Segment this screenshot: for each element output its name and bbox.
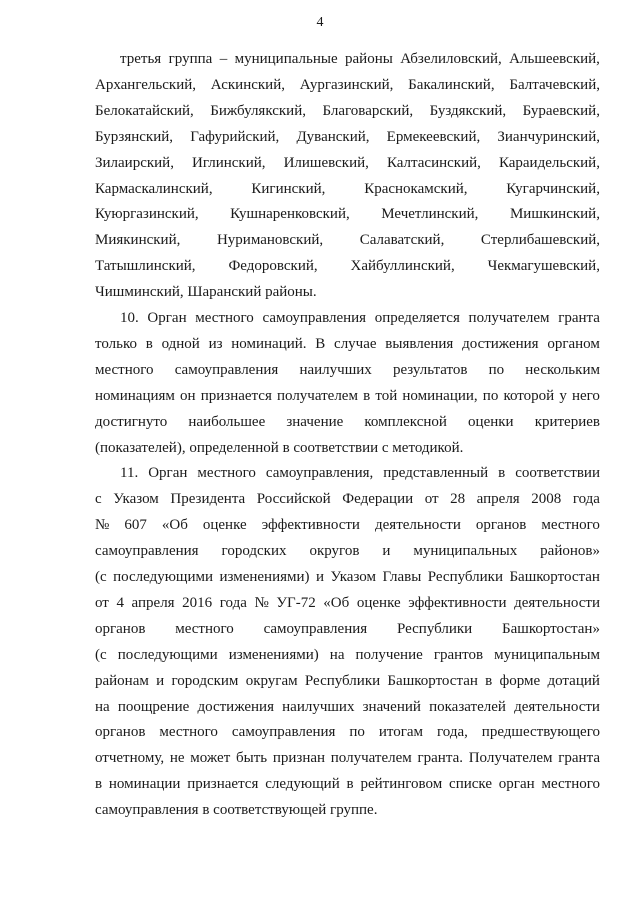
word: в <box>485 672 493 689</box>
word: муниципальным <box>494 646 600 663</box>
word: № <box>254 594 269 611</box>
text-line <box>95 772 600 796</box>
word: не <box>169 750 185 767</box>
word: самоуправления <box>231 724 336 741</box>
word: Президента <box>170 491 246 508</box>
word: Краснокамский, <box>364 180 468 197</box>
word: Белокатайский, <box>95 102 194 119</box>
word: соответствии <box>515 465 600 482</box>
word: городским <box>171 672 239 689</box>
text-line <box>95 151 600 175</box>
word: случае <box>334 335 377 352</box>
word: 10. <box>120 310 139 326</box>
word: Буздякский, <box>429 102 507 119</box>
word: Бакалинский, <box>408 76 495 93</box>
word: последующими <box>117 646 218 663</box>
word: Аургазинский, <box>299 76 394 93</box>
word: Бурзянский, <box>95 128 174 145</box>
word: Республики <box>427 569 503 585</box>
word: 28 <box>450 491 466 508</box>
word: Башкортостан» <box>502 620 600 637</box>
word: представленный <box>383 465 489 482</box>
word: Караидельский, <box>498 154 600 171</box>
word: местного <box>159 724 218 741</box>
word: отчетному, <box>95 750 165 767</box>
word: третья <box>120 51 162 67</box>
word: (показателей), определенной в соответствии с методикой. <box>95 439 464 456</box>
word: Республики <box>304 672 381 689</box>
word: самоуправления <box>174 361 279 378</box>
word: Кигинский, <box>251 180 326 197</box>
word: Ермекеевский, <box>386 128 481 145</box>
word: форме <box>499 672 541 689</box>
word: городских <box>221 543 287 560</box>
word: гранта. <box>417 750 463 767</box>
word: Бураевский, <box>522 102 600 119</box>
word: и <box>156 672 165 689</box>
word: последующими <box>113 569 214 585</box>
word: Миякинский, <box>95 232 181 249</box>
word: оценки <box>468 413 514 430</box>
word: 11. <box>120 465 139 482</box>
word: органов <box>95 724 146 741</box>
word: органом <box>547 335 600 352</box>
word: Орган <box>148 465 188 482</box>
word: Республики <box>396 620 473 637</box>
word: достижения <box>197 698 274 715</box>
word: года <box>219 594 247 611</box>
word: органов <box>475 517 527 534</box>
word: Татышлинский, <box>95 258 196 275</box>
word: поощрение <box>117 698 190 715</box>
word: грантов <box>433 646 484 663</box>
word: – <box>219 51 228 67</box>
word: гранта <box>558 310 600 326</box>
word: Калтасинский, <box>386 154 481 171</box>
word: комплексной <box>364 413 447 430</box>
word: значение <box>286 413 344 430</box>
word: В <box>315 335 326 352</box>
word: в <box>346 776 354 793</box>
word: выявления <box>385 335 454 352</box>
text-line <box>95 720 600 744</box>
word: у <box>559 387 567 404</box>
word: номинации <box>108 776 181 793</box>
word: нескольким <box>525 361 600 378</box>
word: муниципальных <box>413 543 518 560</box>
word: и <box>382 543 391 560</box>
word: Получателем <box>468 750 553 767</box>
text-line <box>95 539 600 563</box>
word: (с <box>95 569 107 585</box>
word: 2016 <box>182 594 213 611</box>
word: самоуправления в соответствующей группе. <box>95 802 378 819</box>
text-line <box>120 461 600 485</box>
word: критериев <box>534 413 600 430</box>
word: получателем <box>330 750 412 767</box>
text-line <box>95 73 600 97</box>
word: органов <box>95 620 146 637</box>
word: эффективности <box>261 517 360 534</box>
word: Хайбуллинский, <box>350 258 455 275</box>
word: местного <box>95 361 154 378</box>
word: получение <box>355 646 423 663</box>
text-line <box>95 410 600 434</box>
text-line <box>95 513 600 537</box>
word: списке <box>449 776 492 793</box>
word: рейтинговом <box>360 776 443 793</box>
word: Альшеевский, <box>509 51 600 67</box>
word: предшествующего <box>481 724 600 741</box>
word: оценке <box>356 594 401 611</box>
word: Кугарчинский, <box>506 180 600 197</box>
word: самоуправления <box>263 620 368 637</box>
word: орган <box>498 776 535 793</box>
word: Зианчуринский, <box>497 128 600 145</box>
word: признается <box>200 387 272 404</box>
word: года, <box>436 724 468 741</box>
word: «Об <box>161 517 188 534</box>
word: на <box>329 646 345 663</box>
word: признан <box>272 750 326 767</box>
text-line <box>95 280 600 304</box>
word: только <box>95 335 138 352</box>
word: Дуванский, <box>296 128 370 145</box>
word: Гафурийский, <box>190 128 280 145</box>
word: получателем <box>468 310 550 326</box>
word: Илишевский, <box>283 154 369 171</box>
word: номинации, <box>402 387 478 404</box>
word: Указом <box>113 491 159 508</box>
word: изменениями) <box>228 646 319 663</box>
word: деятельности <box>514 594 600 611</box>
word: из <box>208 335 223 352</box>
word: признается <box>187 776 259 793</box>
word: апреля <box>131 594 175 611</box>
word: Главы <box>382 569 422 585</box>
word: 2008 <box>531 491 562 508</box>
text-line <box>95 384 600 408</box>
word: округам <box>245 672 298 689</box>
word: оценке <box>202 517 247 534</box>
text-line <box>95 798 600 822</box>
text-line <box>95 643 600 667</box>
word: номинаций. <box>231 335 307 352</box>
word: по <box>349 724 365 741</box>
text-line <box>95 617 600 641</box>
word: по <box>488 361 505 378</box>
word: получателем <box>276 387 358 404</box>
text-line <box>120 47 600 71</box>
word: следующий <box>265 776 340 793</box>
word: Куюргазинский, <box>95 206 199 223</box>
word: наибольшее <box>188 413 266 430</box>
text-line <box>95 358 600 382</box>
word: УГ-72 <box>276 594 316 611</box>
word: местного <box>541 776 600 793</box>
word: (с <box>95 646 107 663</box>
word: Башкортостан <box>387 672 478 689</box>
word: показателей <box>429 698 506 715</box>
word: Указом <box>330 569 377 585</box>
word: с <box>95 491 102 508</box>
word: одной <box>161 335 200 352</box>
text-line <box>95 99 600 123</box>
word: районов» <box>540 543 600 560</box>
word: Аскинский, <box>210 76 285 93</box>
word: Иглинский, <box>192 154 266 171</box>
word: по <box>482 387 499 404</box>
text-line <box>95 746 600 770</box>
text-line <box>95 436 600 460</box>
word: той <box>375 387 398 404</box>
word: Архангельский, <box>95 76 197 93</box>
text-line <box>95 228 600 252</box>
word: самоуправления, <box>265 465 374 482</box>
word: эффективности <box>408 594 507 611</box>
word: «Об <box>323 594 350 611</box>
word: в <box>363 387 371 404</box>
word: в <box>498 465 506 482</box>
text-line <box>95 591 600 615</box>
word: в <box>95 776 103 793</box>
text-line <box>95 487 600 511</box>
word: Нуримановский, <box>216 232 324 249</box>
word: самоуправления <box>95 543 199 560</box>
word: Мишкинский, <box>509 206 600 223</box>
word: Балтачевский, <box>509 76 600 93</box>
word: местного <box>195 310 254 326</box>
word: значений <box>362 698 421 715</box>
word: деятельности <box>514 698 600 715</box>
word: местного <box>197 465 256 482</box>
word: наилучших <box>282 698 355 715</box>
word: наилучших <box>299 361 372 378</box>
word: Зилаирский, <box>95 154 174 171</box>
word: изменениями) <box>219 569 310 585</box>
word: от <box>95 594 109 611</box>
text-line <box>95 254 600 278</box>
word: Бижбулякский, <box>210 102 306 119</box>
word: деятельности <box>375 517 461 534</box>
word: Российской <box>256 491 331 508</box>
text-line <box>95 125 600 149</box>
word: муниципальные <box>234 51 338 67</box>
word: результатов <box>392 361 468 378</box>
word: 607 <box>124 517 147 534</box>
page-number: 4 <box>316 15 324 30</box>
word: Чишминский, Шаранский районы. <box>95 284 317 301</box>
word: группа <box>168 51 213 67</box>
word: районы <box>345 51 393 67</box>
word: гранта <box>558 750 600 767</box>
word: и <box>315 569 324 585</box>
word: итогам <box>378 724 424 741</box>
word: от <box>424 491 439 508</box>
word: определяется <box>374 310 460 326</box>
word: Федерации <box>342 491 414 508</box>
text-line <box>95 177 600 201</box>
word: года <box>572 491 600 508</box>
word: в <box>145 335 153 352</box>
word: него <box>571 387 600 404</box>
text-line <box>95 669 600 693</box>
word: Башкортостан <box>509 569 600 585</box>
word: апреля <box>476 491 520 508</box>
word: номинациям <box>95 387 175 404</box>
word: округов <box>309 543 360 560</box>
word: Абзелиловский, <box>400 51 502 67</box>
word: Салаватский, <box>359 232 445 249</box>
word: может <box>190 750 231 767</box>
word: местного <box>541 517 600 534</box>
text-line <box>95 565 600 589</box>
word: Кармаскалинский, <box>95 180 213 197</box>
word: 4 <box>116 594 124 611</box>
word: местного <box>175 620 234 637</box>
word: быть <box>236 750 268 767</box>
word: Благоварский, <box>322 102 414 119</box>
text-line <box>95 332 600 356</box>
text-line <box>120 306 600 330</box>
word: Орган <box>147 310 187 326</box>
word: Федоровский, <box>228 258 318 275</box>
word: Мечетлинский, <box>381 206 479 223</box>
word: № <box>95 517 110 534</box>
text-line <box>95 202 600 226</box>
word: на <box>95 698 110 715</box>
word: которой <box>503 387 555 404</box>
word: дотаций <box>547 672 600 689</box>
word: Кушнаренковский, <box>230 206 350 223</box>
word: районам <box>95 672 149 689</box>
text-line <box>95 695 600 719</box>
word: он <box>180 387 196 404</box>
word: достижения <box>462 335 539 352</box>
word: Стерлибашевский, <box>480 232 600 249</box>
word: Чекмагушевский, <box>487 258 600 275</box>
word: самоуправления <box>262 310 367 326</box>
word: достигнуто <box>95 413 168 430</box>
